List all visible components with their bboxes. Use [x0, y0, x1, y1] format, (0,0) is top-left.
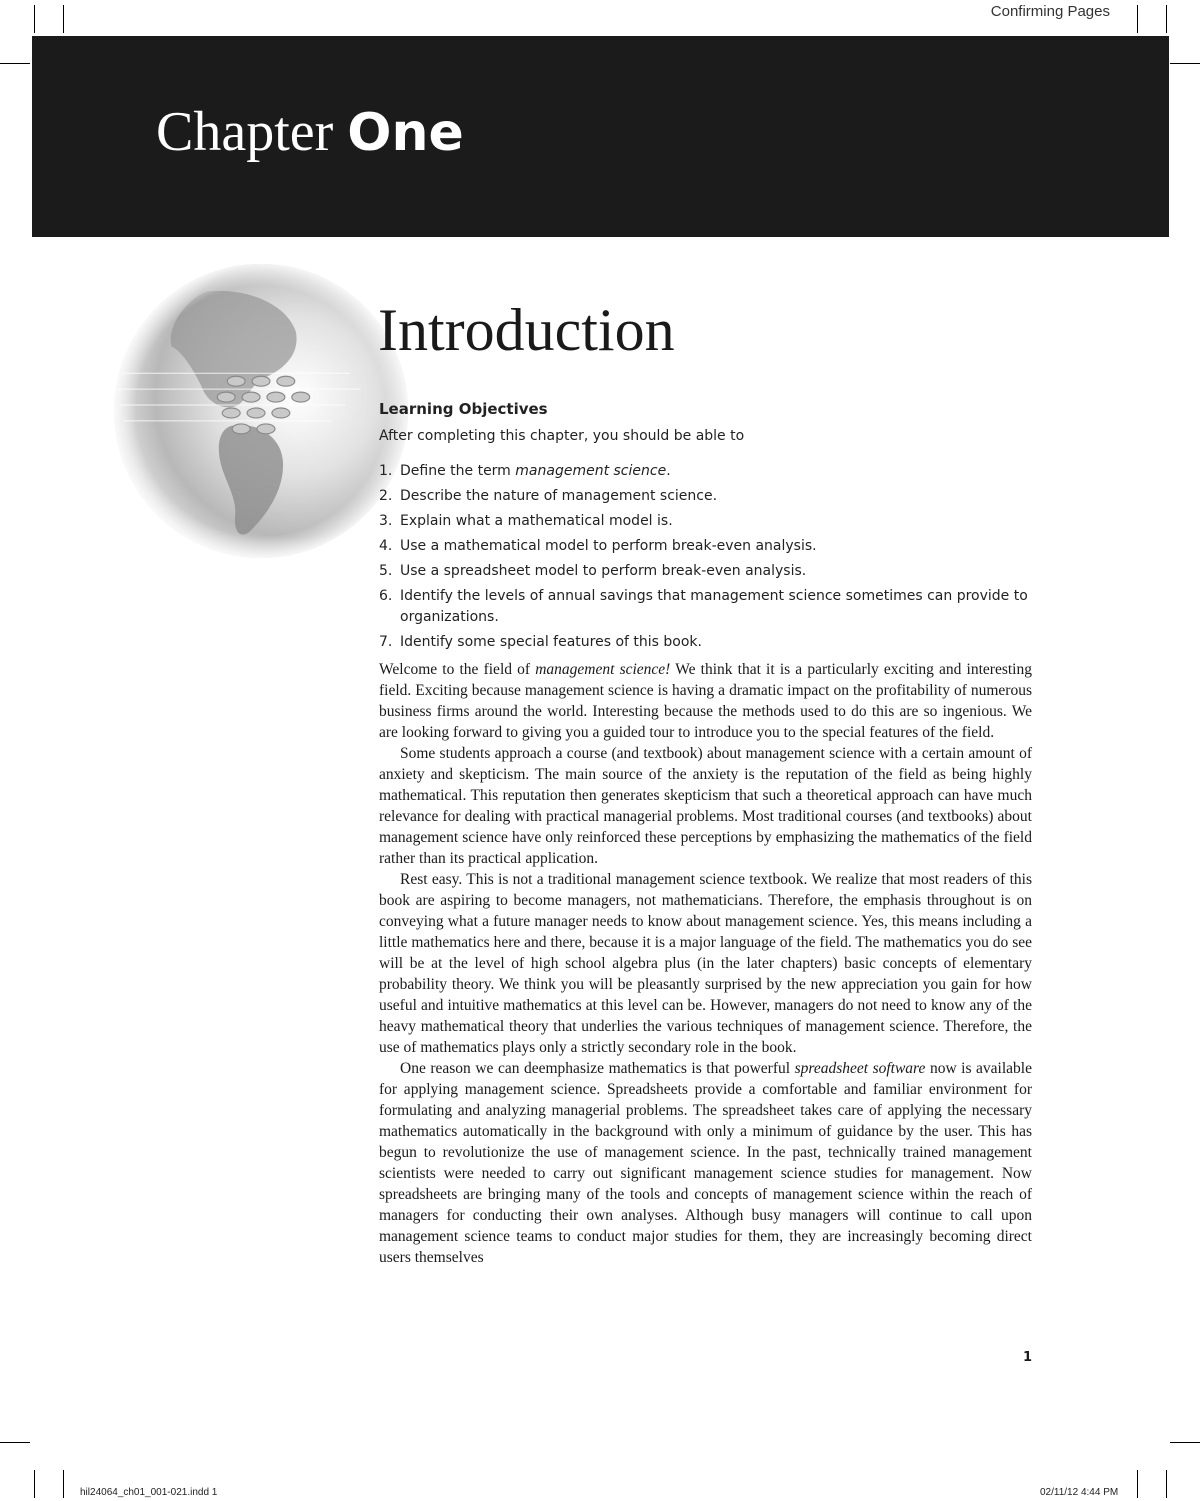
- crop-mark: [1170, 63, 1200, 64]
- objective-text: Use a spreadsheet model to perform break-even analysis.: [400, 563, 807, 579]
- paragraph-text: Welcome to the field of: [379, 661, 536, 678]
- crop-mark: [1137, 5, 1138, 33]
- objective-number: 1.: [379, 463, 393, 479]
- objective-term: management science: [515, 463, 667, 479]
- crop-mark: [1166, 5, 1167, 33]
- learning-objectives-list: [379, 461, 1039, 657]
- crop-mark: [63, 5, 64, 33]
- objective-number: 7.: [379, 633, 393, 650]
- crop-mark: [63, 1470, 64, 1498]
- objective-number: 6.: [379, 588, 393, 604]
- crop-mark: [1170, 1442, 1200, 1443]
- objective-number: 3.: [379, 513, 393, 529]
- chapter-number: One: [347, 103, 464, 163]
- objective-item: [379, 486, 1039, 507]
- crop-mark: [1137, 1470, 1138, 1498]
- objective-text: Identify the levels of annual savings that management science sometimes can provide to organizations.: [400, 588, 1028, 625]
- objective-number: 4.: [379, 538, 393, 554]
- emphasis-term: management science!: [535, 661, 671, 678]
- confirming-pages-label: Confirming Pages: [990, 3, 1110, 20]
- objective-number: 5.: [379, 563, 393, 579]
- chapter-word: Chapter: [156, 101, 334, 163]
- body-paragraph: [379, 1058, 1032, 1268]
- body-paragraph: [379, 659, 1032, 743]
- crop-mark: [1166, 1470, 1167, 1498]
- chapter-heading: [156, 101, 464, 163]
- objective-item: [379, 461, 1039, 482]
- emphasis-term: spreadsheet software: [794, 1060, 926, 1077]
- paragraph-text: One reason we can deemphasize mathematics is that powerful: [400, 1060, 795, 1077]
- objective-item: [379, 586, 1039, 627]
- learning-objectives-heading: Learning Objectives: [379, 400, 548, 418]
- paragraph-text: now is available for applying management science. Spreadsheets provide a comfortable and familiar environment for formulating and analyzing managerial problems. The spreadsheet takes care of applying the necessary mathematics automatically in the background with only a minimum of guidance by the user. This has begun to revolutionize the use of management science. In the past, technically trained management scientists were needed to carry out significant management science studies for management. Now spreadsheets are bringing many of the tools and concepts of management science within the reach of managers for conducting their own analyses. Although busy managers will continue to call upon management science teams to conduct major studies for them, they are increasingly becoming direct users themselves: [379, 1060, 1032, 1266]
- crop-mark: [0, 1442, 30, 1443]
- body-paragraph: Some students approach a course (and textbook) about management science with a certain amount of anxiety and skepticism. The main source of the anxiety is the reputation of the field as being highly mathematical. This reputation then generates skepticism that such a theoretical approach can have much relevance for dealing with practical managerial problems. Most traditional courses (and textbooks) about management science have only reinforced these perceptions by emphasizing the mathematics of the field rather than its practical application.: [379, 745, 1032, 867]
- objective-text: Explain what a mathematical model is.: [400, 513, 673, 529]
- objective-item: [379, 511, 1039, 532]
- objective-item: [379, 632, 1039, 653]
- objective-text: Describe the nature of management science.: [400, 488, 718, 504]
- paragraph-text: We think that it is a particularly exciting and interesting field. Exciting because management science is having a dramatic impact on the profitability of numerous business firms around the world. Interesting because the methods used to do this are so ingenious. We are looking forward to giving you a guided tour to introduce you to the special features of the field.: [379, 661, 1032, 741]
- objective-text: Identify some special features of this book.: [400, 633, 702, 650]
- objective-text: Define the term: [400, 463, 516, 479]
- slug-timestamp: 02/11/12 4:44 PM: [1040, 1487, 1119, 1498]
- crop-mark: [34, 1470, 35, 1498]
- objective-item: [379, 561, 1039, 582]
- crop-mark: [0, 63, 30, 64]
- objective-text-end: .: [666, 463, 671, 479]
- globe-icon: [112, 262, 410, 560]
- crop-mark: [34, 5, 35, 33]
- page-number: 1: [1022, 1350, 1032, 1365]
- chapter-title: Introduction: [378, 297, 675, 363]
- objective-number: 2.: [379, 488, 393, 504]
- body-paragraph: Rest easy. This is not a traditional management science textbook. We realize that most readers of this book are aspiring to become managers, not mathematicians. Therefore, the emphasis throughout is on conveying what a future manager needs to know about management science. Yes, this means including a little mathematics here and there, because it is a major language of the field. The mathematics you do see will be at the level of high school algebra plus (in the later chapters) basic concepts of elementary probability theory. We think you will be pleasantly surprised by the new appreciation you gain for how useful and intuitive mathematics at this level can be. However, managers do not need to know any of the heavy mathematical theory that underlies the various techniques of management science. Therefore, the use of mathematics plays only a strictly secondary role in the book.: [379, 871, 1032, 1056]
- objective-item: [379, 536, 1039, 557]
- learning-objectives-intro: After completing this chapter, you should be able to: [379, 428, 745, 444]
- slug-filename: hil24064_ch01_001-021.indd 1: [80, 1487, 218, 1498]
- objective-text: Use a mathematical model to perform break-even analysis.: [400, 538, 817, 554]
- body-text: [379, 659, 1032, 1268]
